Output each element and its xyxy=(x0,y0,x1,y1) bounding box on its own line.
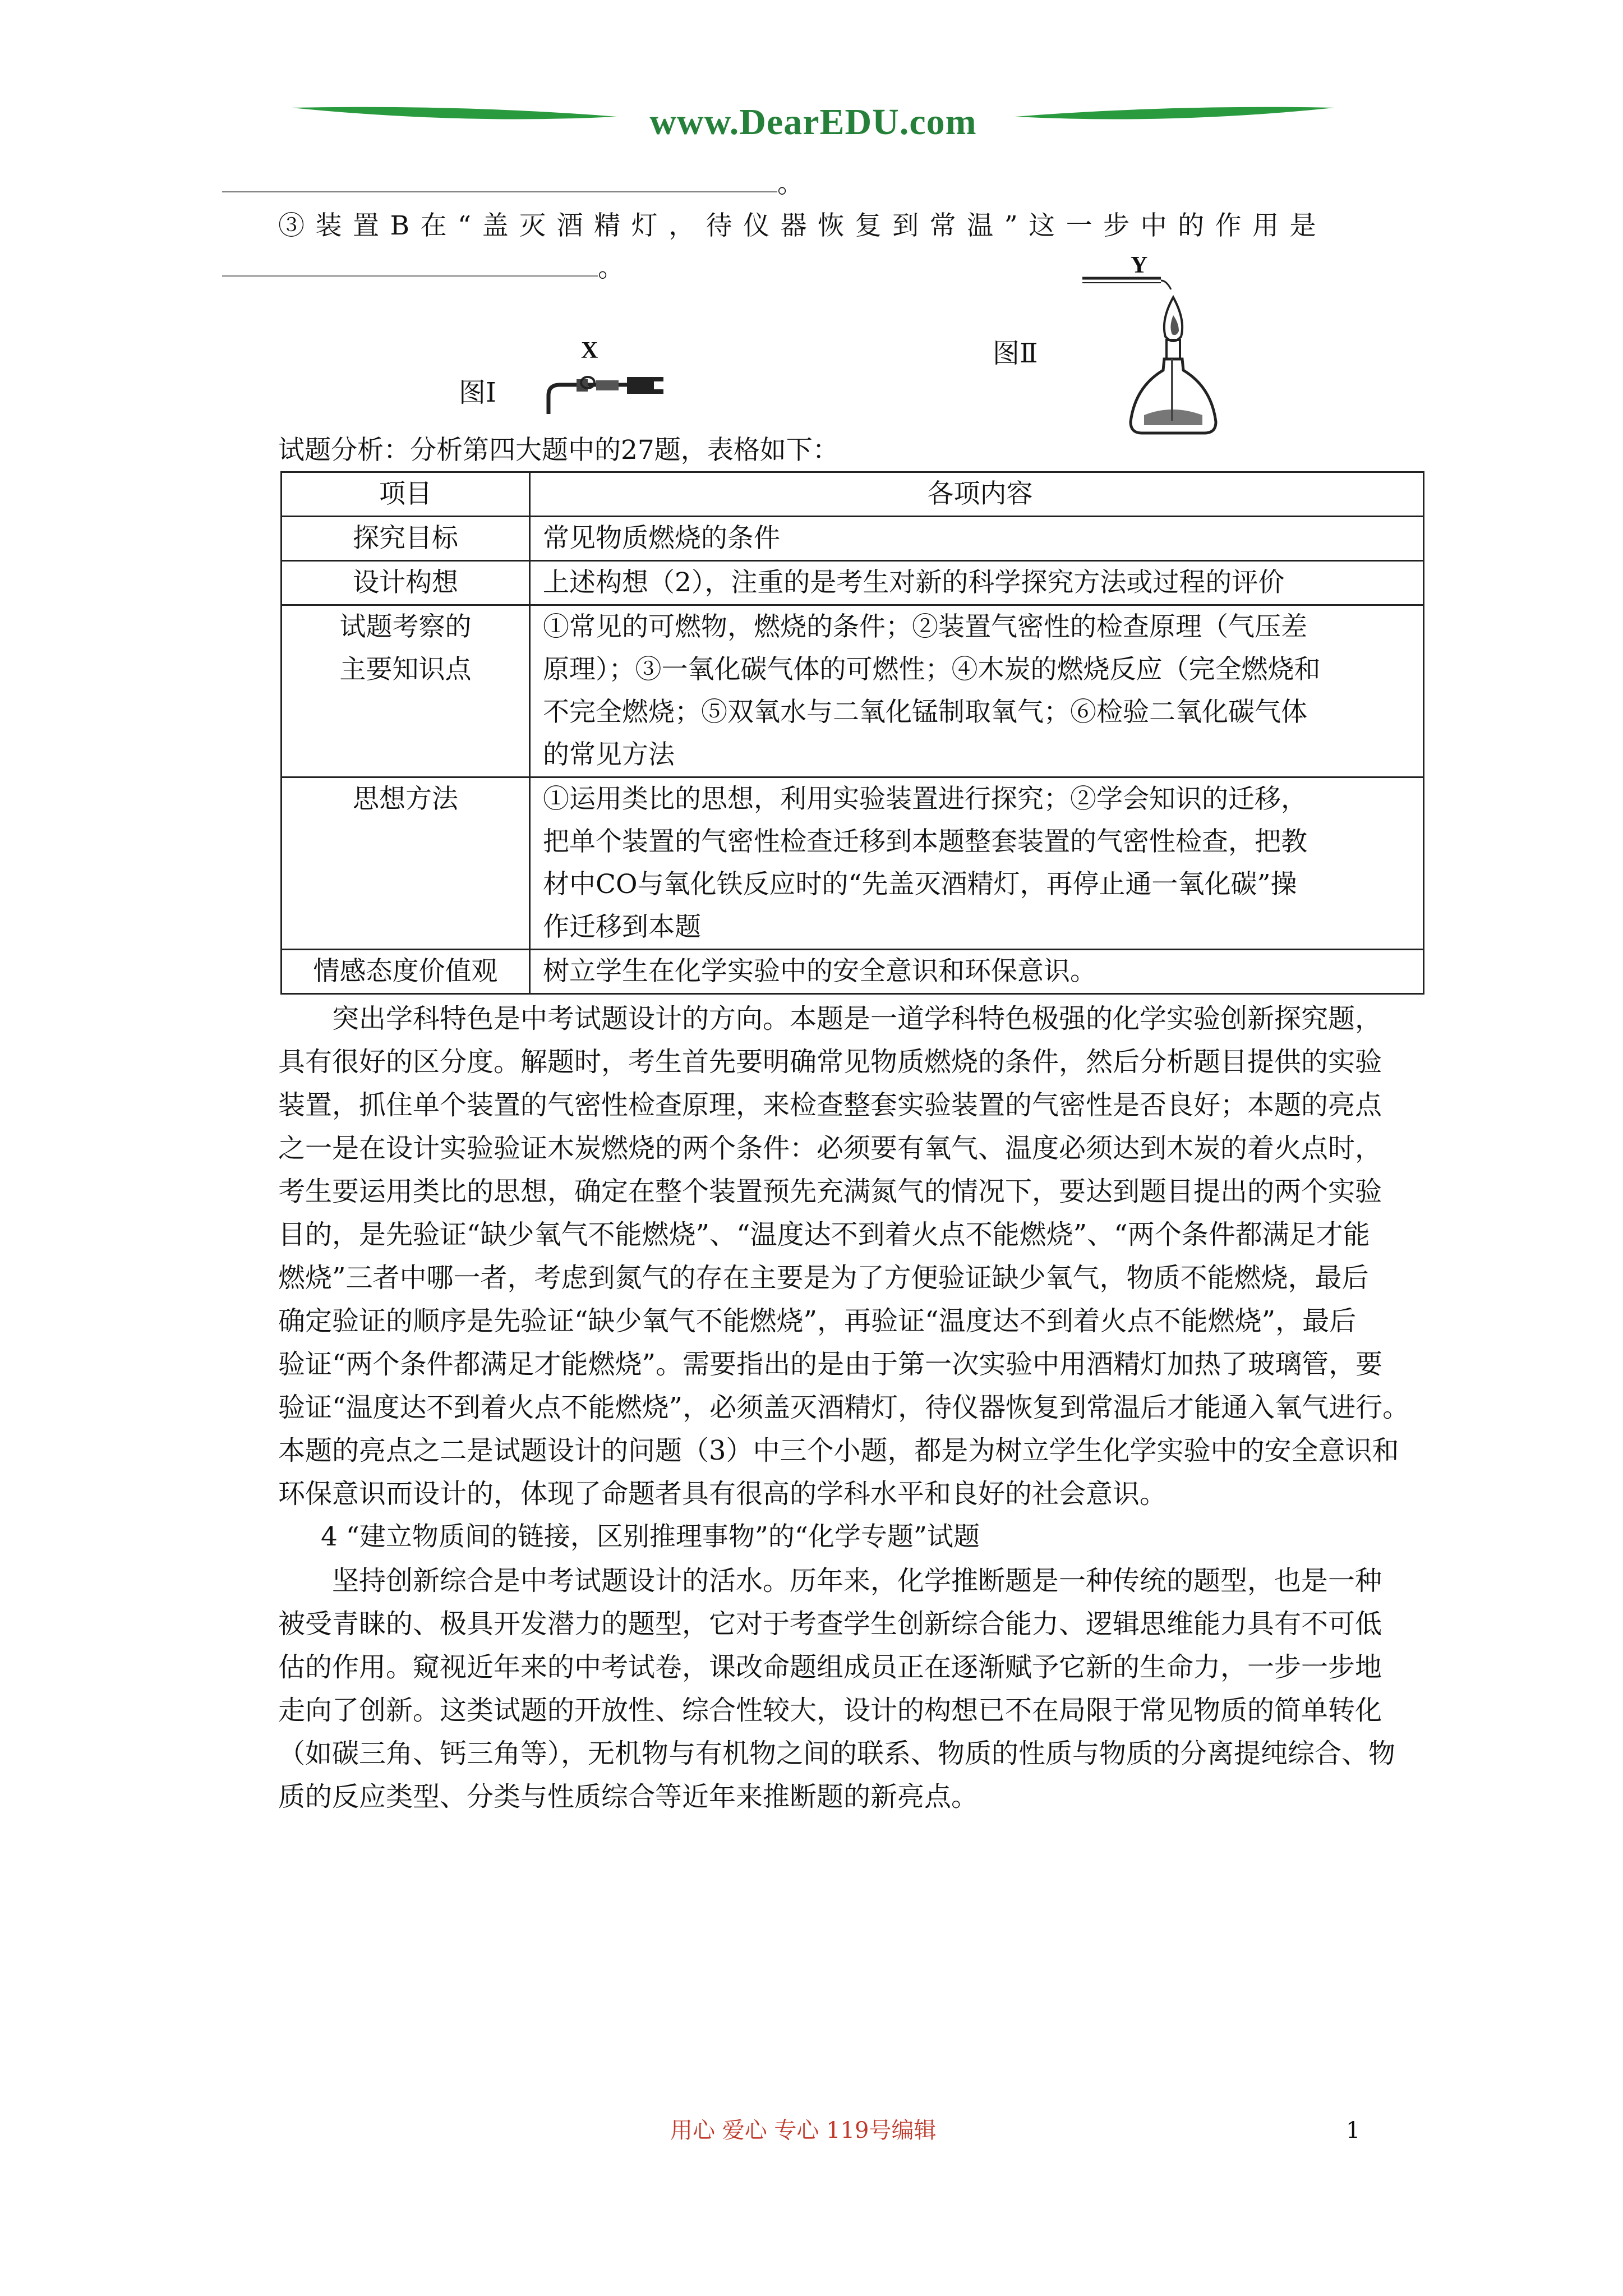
table-cell-content: 常见物质燃烧的条件 xyxy=(530,517,1424,561)
table-header-row xyxy=(282,472,1424,517)
figure-2-letter: Y xyxy=(1131,252,1148,278)
answer-line-2: 。 xyxy=(222,247,624,289)
analysis-intro: 试题分析：分析第四大题中的27题，表格如下： xyxy=(278,435,839,466)
table-cell-item: 试题考察的 主要知识点 xyxy=(282,605,530,777)
figure-1-letter: X xyxy=(581,338,598,364)
figure-1-label: 图Ⅰ xyxy=(459,377,496,408)
table-cell-item: 探究目标 xyxy=(282,517,530,561)
question-3-text: ③装置B在“盖灭酒精灯，待仪器恢复到常温”这一步中的作用是 xyxy=(278,210,1327,241)
footer-text: 用心 爱心 专心 119号编辑 xyxy=(670,2118,937,2143)
paragraph-section-4: 坚持创新综合是中考试题设计的活水。历年来，化学推断题是一种传统的题型，也是一种 被受青睐的、极具开发潜力的题型，它对于考查学生创新综合能力、逻辑思维能力具有不可低 估的作用。窥视近年来的中考试卷，课改命题组成员正在逐渐赋予它新的生命力，一步一步地 走向了创新。这类试题的开放性、综合性较大，设计的构想已不在局限于常见物质的简单转化 （如碳三角、钙三角等），无机物与有机物之间的联系、物质的性质与物质的分离提纯综合、物 质的反应类型、分类与性质综合等近年来推断题的新亮点。 xyxy=(278,1565,1396,1812)
table-cell-content: 树立学生在化学实验中的安全意识和环保意识。 xyxy=(530,950,1424,994)
figure-2-alcohol-lamp xyxy=(1082,275,1228,439)
table-row xyxy=(282,950,1424,994)
figure-2-label: 图Ⅱ xyxy=(993,338,1038,369)
figure-1-apparatus xyxy=(543,365,672,415)
analysis-table xyxy=(280,471,1424,995)
table-cell-item: 情感态度价值观 xyxy=(282,950,530,994)
answer-blank-1[interactable] xyxy=(222,169,777,192)
header-swoosh-right xyxy=(1015,104,1335,123)
table-header-item: 项目 xyxy=(282,472,530,517)
page-number: 1 xyxy=(1346,2118,1361,2143)
table-header-content: 各项内容 xyxy=(530,472,1424,517)
table-row xyxy=(282,777,1424,950)
table-row xyxy=(282,605,1424,777)
table-row xyxy=(282,517,1424,561)
table-cell-content: 上述构想（2），注重的是考生对新的科学探究方法或过程的评价 xyxy=(530,561,1424,605)
section-4-title: 4 “建立物质间的链接，区别推理事物”的“化学专题”试题 xyxy=(321,1521,980,1552)
table-row xyxy=(282,561,1424,605)
answer-line-1: 。 xyxy=(222,163,804,205)
header-swoosh-left xyxy=(292,104,617,123)
table-cell-content: ①运用类比的思想，利用实验装置进行探究；②学会知识的迁移， 把单个装置的气密性检查迁移到本题整套装置的气密性检查，把教 材中CO与氧化铁反应时的“先盖灭酒精灯，再停止通一氧化碳”操 作迁移到本题 xyxy=(530,777,1424,950)
paragraph-analysis: 突出学科特色是中考试题设计的方向。本题是一道学科特色极强的化学实验创新探究题， 具有很好的区分度。解题时，考生首先要明确常见物质燃烧的条件，然后分析题目提供的实验 装置，抓住单个装置的气密性检查原理，来检查整套实验装置的气密性是否良好；本题的亮点 之一是在设计实验验证木炭燃烧的两个条件：必须要有氧气、温度必须达到木炭的着火点时， 考生要运用类比的思想，确定在整个装置预先充满氮气的情况下，要达到题目提出的两个实验 目的，是先验证“缺少氧气不能燃烧”、“温度达不到着火点不能燃烧”、“两个条件都满足才能 燃烧”三者中哪一者，考虑到氮气的存在主要是为了方便验证缺少氧气，物质不能燃烧，最后 确定验证的顺序是先验证“缺少氧气不能燃烧”，再验证“温度达不到着火点不能燃烧”，最后 验证“两个条件都满足才能燃烧”。需要指出的是由于第一次实验中用酒精灯加热了玻璃管，要 验证“温度达不到着火点不能燃烧”，必须盖灭酒精灯，待仪器恢复到常温后才能通入氧气进行。 本题的亮点之二是试题设计的问题（3）中三个小题，都是为树立学生化学实验中的安全意识和 环保意识而设计的，体现了命题者具有很高的学科水平和良好的社会意识。 xyxy=(278,1003,1410,1510)
answer-blank-2[interactable] xyxy=(222,253,598,277)
table-cell-item: 思想方法 xyxy=(282,777,530,950)
table-cell-content: ①常见的可燃物，燃烧的条件；②装置气密性的检查原理（气压差 原理）；③一氧化碳气体的可燃性；④木炭的燃烧反应（完全燃烧和 不完全燃烧；⑤双氧水与二氧化锰制取氧气；⑥检验二氧化碳气体 的常见方法 xyxy=(530,605,1424,777)
header-site-name: www.DearEDU.com xyxy=(649,102,977,142)
table-cell-item: 设计构想 xyxy=(282,561,530,605)
